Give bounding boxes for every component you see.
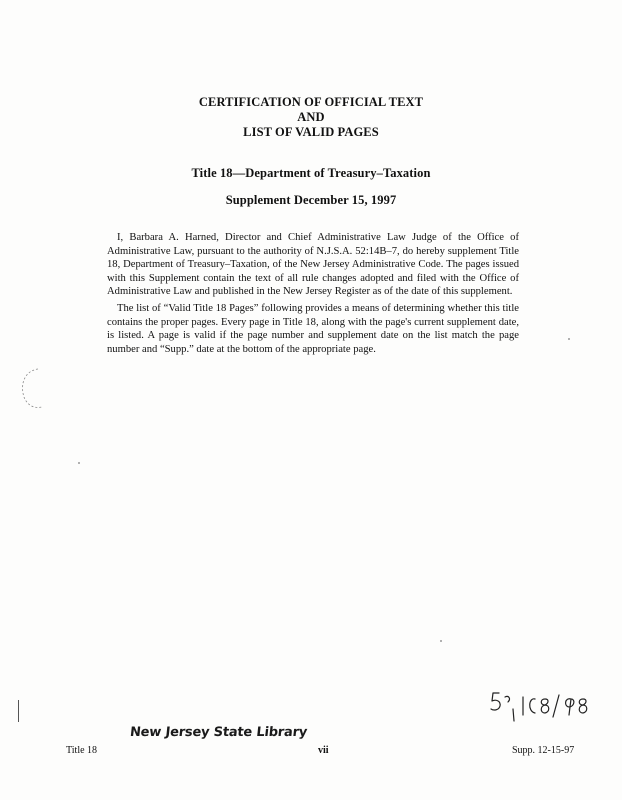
footer-page-number: vii [318,745,329,756]
scan-speck [440,640,442,642]
binder-hole-mark [16,365,56,415]
handwritten-note [485,685,605,730]
certification-heading-and: AND [297,110,325,124]
title-heading: Title 18—Department of Treasury–Taxation [191,166,431,180]
valid-pages-heading: LIST OF VALID PAGES [243,125,379,139]
margin-mark [18,700,19,722]
scan-speck [78,462,80,464]
scan-speck [568,338,570,340]
valid-pages-paragraph: The list of “Valid Title 18 Pages” following provides a means of determining whether this title contains the proper pages. Every page in Title 18, along with the page's current supplement date, is listed. A page is valid if the page number and supplement date on the list match the page number and “Supp.” date at the bottom of the appropriate page. [107,303,519,355]
certification-paragraph: I, Barbara A. Harned, Director and Chief Administrative Law Judge of the Office of Administrative Law, pursuant to the authority of N.J.S.A. 52:14B–7, do hereby supplement Title 18, Department of Treasury–Taxation, of the New Jersey Administrative Code. The pages issued with this Supplement contain the text of all rule changes adopted and filed with the Office of Administrative Law and published in the New Jersey Register as of the date of this supplement. [107,232,519,298]
certification-heading: CERTIFICATION OF OFFICIAL TEXT [198,95,424,109]
supplement-date-heading: Supplement December 15, 1997 [225,193,397,207]
footer-supplement-date: Supp. 12-15-97 [512,745,575,756]
library-stamp: New Jersey State Library [129,725,308,740]
footer-title: Title 18 [66,745,98,756]
